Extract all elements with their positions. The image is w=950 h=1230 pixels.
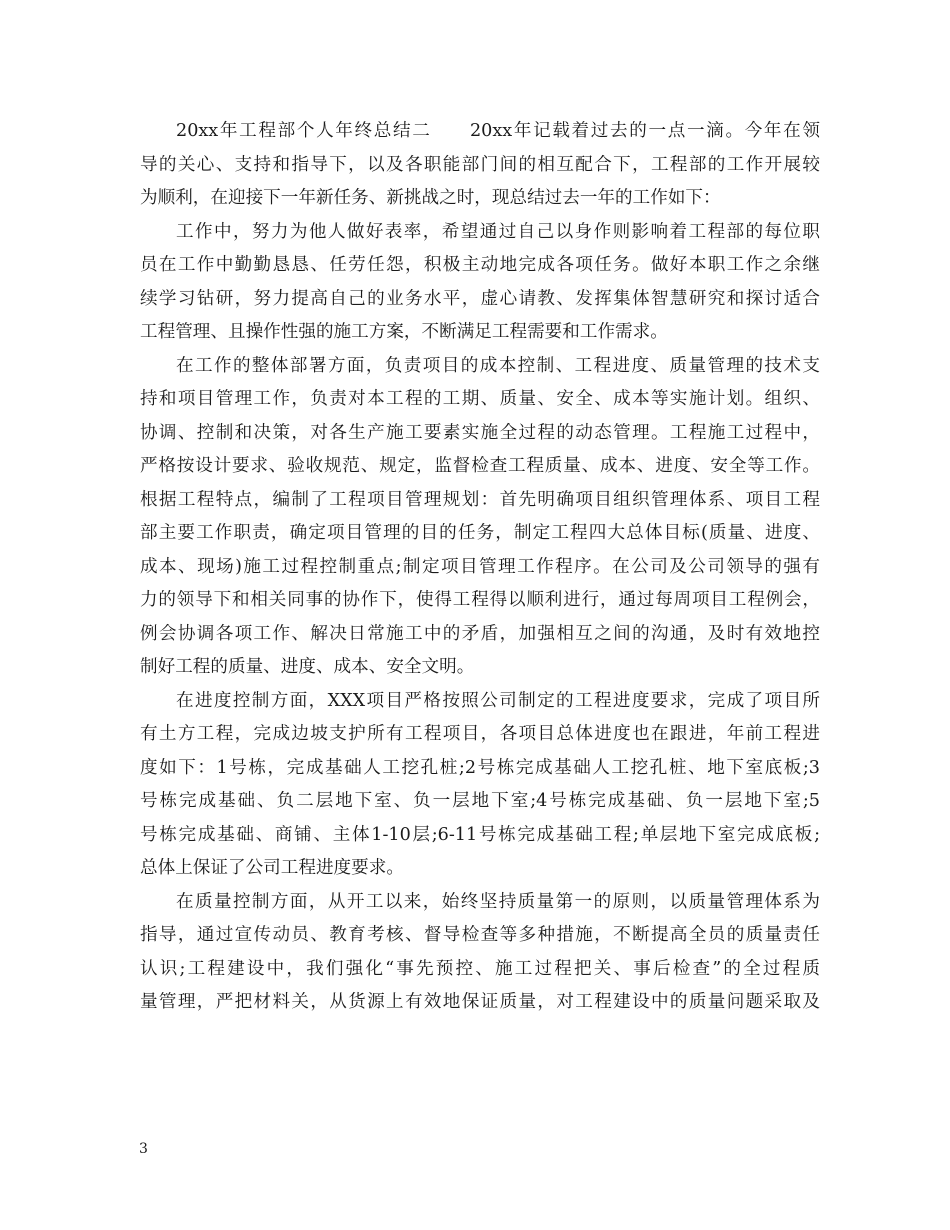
text-line: 在质量控制方面，从开工以来，始终坚持质量第一的原则，以质量管理体系为 bbox=[176, 891, 820, 912]
text-line: 力的领导下和相关同事的协作下，使得工程得以顺利进行，通过每周项目工程例会， bbox=[140, 590, 820, 610]
text-line: 成本、现场)施工过程控制重点;制定项目管理工作程序。在公司及公司领导的强有 bbox=[140, 556, 820, 577]
text-line: 指导，通过宣传动员、教育考核、督导检查等多种措施，不断提高全员的质量责任 bbox=[140, 925, 820, 945]
text-line: 工作中，努力为他人做好表率，希望通过自己以身作则影响着工程部的每位职 bbox=[176, 221, 820, 242]
text-line: 为顺利，在迎接下一年新任务、新挑战之时，现总结过去一年的工作如下： bbox=[140, 188, 721, 208]
text-line: 在进度控制方面，XXX项目严格按照公司制定的工程进度要求，完成了项目所 bbox=[176, 690, 820, 711]
text-line: 严格按设计要求、验收规范、规定，监督检查工程质量、成本、进度、安全等工作。 bbox=[140, 456, 820, 476]
text-line: 导的关心、支持和指导下，以及各职能部门间的相互配合下，工程部的工作开展较 bbox=[140, 154, 820, 175]
text-line: 协调、控制和决策，对各生产施工要素实施全过程的动态管理。工程施工过程中， bbox=[140, 422, 820, 443]
text-line: 续学习钻研，努力提高自己的业务水平，虚心请教、发挥集体智慧研究和探讨适合 bbox=[140, 288, 820, 309]
page-number: 3 bbox=[139, 1141, 148, 1157]
text-line: 部主要工作职责，确定项目管理的目的任务，制定工程四大总体目标(质量、进度、 bbox=[140, 523, 820, 543]
text-line: 度如下：1号栋，完成基础人工挖孔桩;2号栋完成基础人工挖孔桩、地下室底板;3 bbox=[140, 757, 820, 778]
text-line: 持和项目管理工作，负责对本工程的工期、质量、安全、成本等实施计划。组织、 bbox=[140, 389, 820, 409]
text-line: 号栋完成基础、商铺、主体1-10层;6-11号栋完成基础工程;单层地下室完成底板; bbox=[140, 824, 820, 845]
text-line: 在工作的整体部署方面，负责项目的成本控制、工程进度、质量管理的技术支 bbox=[176, 355, 820, 376]
text-line: 20xx年工程部个人年终总结二 20xx年记载着过去的一点一滴。今年在领 bbox=[176, 121, 820, 141]
text-line: 例会协调各项工作、解决日常施工中的矛盾，加强相互之间的沟通，及时有效地控 bbox=[140, 623, 820, 644]
text-line: 量管理，严把材料关，从货源上有效地保证质量，对工程建设中的质量问题采取及 bbox=[140, 992, 820, 1012]
text-line: 根据工程特点，编制了工程项目管理规划：首先明确项目组织管理体系、项目工程 bbox=[140, 489, 820, 510]
text-line: 工程管理、且操作性强的施工方案，不断满足工程需要和工作需求。 bbox=[140, 322, 668, 342]
text-line: 认识;工程建设中，我们强化“事先预控、施工过程把关、事后检查”的全过程质 bbox=[140, 958, 820, 979]
text-line: 总体上保证了公司工程进度要求。 bbox=[140, 858, 404, 878]
text-line: 号栋完成基础、负二层地下室、负一层地下室;4号栋完成基础、负一层地下室;5 bbox=[140, 791, 820, 811]
text-line: 有土方工程，完成边坡支护所有工程项目，各项目总体进度也在跟进，年前工程进 bbox=[140, 724, 820, 744]
text-line: 制好工程的质量、进度、成本、安全文明。 bbox=[140, 657, 475, 677]
text-line: 员在工作中勤勤恳恳、任劳任怨，积极主动地完成各项任务。做好本职工作之余继 bbox=[140, 255, 820, 275]
